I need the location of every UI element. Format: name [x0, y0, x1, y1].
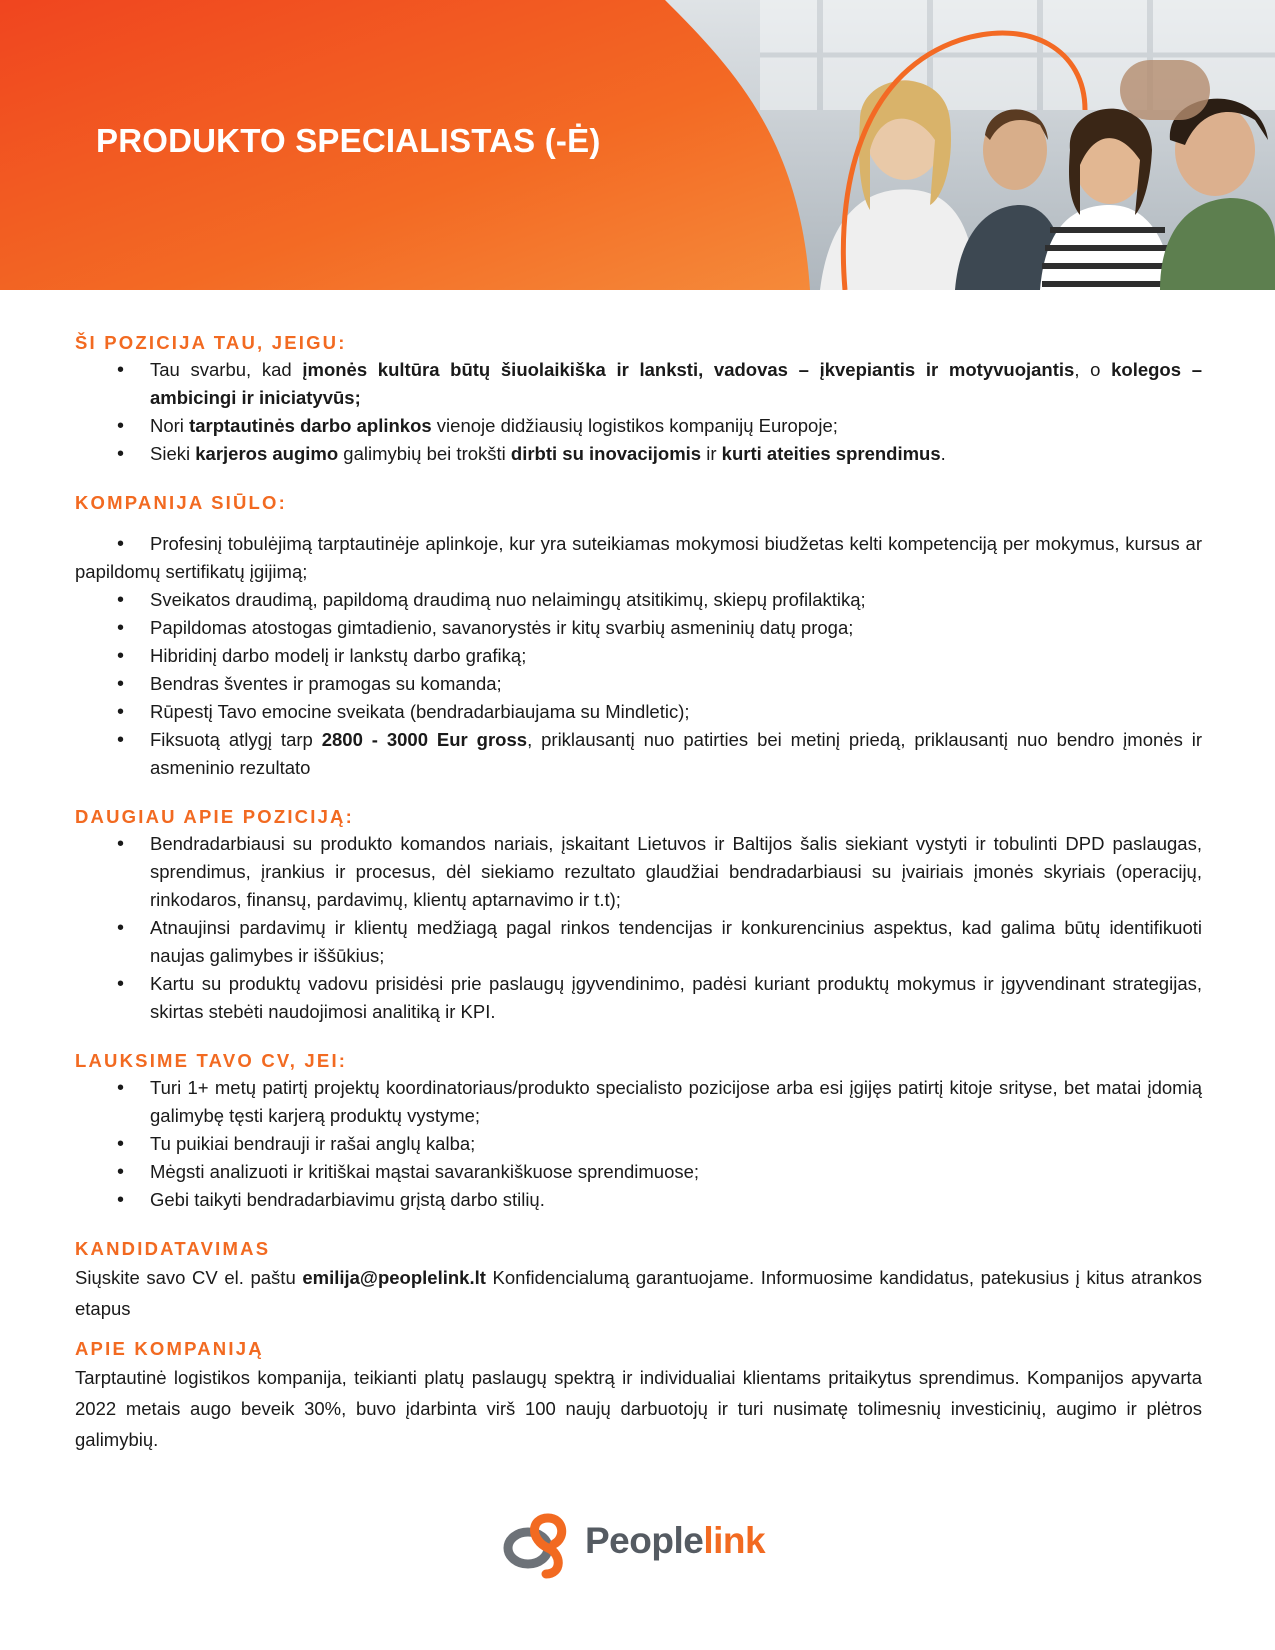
main-content	[75, 330, 1202, 1455]
about-company-text: Tarptautinė logistikos kompanija, teikianti platų paslaugų spektrą ir individualiai klientams pritaikytus sprendimus. Kompanijos apyvarta 2022 metais augo beveik 30%, buvo įdarbinta virš 100 naujų darbuotojų ir turi nusimatę tolimesnių investicinių, augimo ir plėtros galimybių.	[75, 1367, 1202, 1450]
list-item: • Fiksuotą atlygį tarp 2800 - 3000 Eur gross, priklausantį nuo patirties bei metinį priedą, priklausantį nuo bendro įmonės ir asmeninio rezultato	[75, 726, 1202, 782]
section-company-offers	[75, 490, 1202, 782]
bullet-list	[75, 356, 1202, 468]
section-heading: KOMPANIJA SIŪLO:	[75, 492, 287, 513]
bullet-list	[75, 1074, 1202, 1214]
list-item: • Sveikatos draudimą, papildomą draudimą nuo nelaimingų atsitikimų, skiepų profilaktiką;	[75, 586, 1202, 614]
section-heading: LAUKSIME TAVO CV, JEI:	[75, 1050, 348, 1071]
list-item: • Tau svarbu, kad įmonės kultūra būtų šiuolaikiška ir lanksti, vadovas – įkvepiantis ir motyvuojantis, o kolegos – ambicingi ir iniciatyvūs;	[75, 356, 1202, 412]
section-requirements	[75, 1048, 1202, 1214]
section-application	[75, 1236, 1202, 1324]
list-item: • Nori tarptautinės darbo aplinkos vienoje didžiausių logistikos kompanijų Europoje;	[75, 412, 1202, 440]
hero-banner	[0, 0, 1275, 290]
list-item: • Sieki karjeros augimo galimybių bei trokšti dirbti su inovacijomis ir kurti ateities sprendimus.	[75, 440, 1202, 468]
list-item: • Profesinį tobulėjimą tarptautinėje aplinkoje, kur yra suteikiamas mokymosi biudžetas kelti kompetenciją per mokymus, kursus ar papildomų sertifikatų įgijimą;	[75, 530, 1202, 586]
section-heading: KANDIDATAVIMAS	[75, 1238, 271, 1259]
section-heading: DAUGIAU APIE POZICIJĄ:	[75, 806, 354, 827]
logo-wordmark: Peoplelink	[585, 1520, 766, 1561]
bullet-list	[75, 830, 1202, 1026]
list-item: • Bendras šventes ir pramogas su komanda;	[75, 670, 1202, 698]
list-item: • Rūpestį Tavo emocine sveikata (bendradarbiaujama su Mindletic);	[75, 698, 1202, 726]
list-item: • Tu puikiai bendrauji ir rašai anglų kalba;	[75, 1130, 1202, 1158]
list-item: • Gebi taikyti bendradarbiavimu grįstą darbo stilių.	[75, 1186, 1202, 1214]
contact-email[interactable]: emilija@peoplelink.lt	[302, 1267, 486, 1288]
peoplelink-logo	[500, 1510, 790, 1580]
section-heading: ŠI POZICIJA TAU, JEIGU:	[75, 332, 347, 353]
section-heading: APIE KOMPANIJĄ	[75, 1338, 264, 1359]
application-text: Siųskite savo CV el. paštu emilija@peoplelink.lt Konfidencialumą garantuojame. Informuosime kandidatus, patekusius į kitus atrankos etapus	[75, 1267, 1202, 1319]
section-this-position	[75, 330, 1202, 468]
list-item: • Papildomas atostogas gimtadienio, savanorystės ir kitų svarbių asmeninių datų proga;	[75, 614, 1202, 642]
section-more-about-position	[75, 804, 1202, 1026]
list-item: • Atnaujinsi pardavimų ir klientų medžiagą pagal rinkos tendencijas ir konkurencinius aspektus, kad galima būtų identifikuoti naujas galimybes ir iššūkius;	[75, 914, 1202, 970]
list-item: • Hibridinį darbo modelį ir lankstų darbo grafiką;	[75, 642, 1202, 670]
section-about-company	[75, 1336, 1202, 1455]
list-item: • Turi 1+ metų patirtį projektų koordinatoriaus/produkto specialisto pozicijose arba esi įgijęs patirtį kitoje srityse, bet matai įdomią galimybę tęsti karjerą produktų vystyme;	[75, 1074, 1202, 1130]
page-title: PRODUKTO SPECIALISTAS (-Ė)	[96, 122, 601, 159]
list-item: • Mėgsti analizuoti ir kritiškai mąstai savarankiškuose sprendimuose;	[75, 1158, 1202, 1186]
peoplelink-mark-icon	[500, 1510, 580, 1580]
bullet-list	[75, 530, 1202, 782]
list-item: • Kartu su produktų vadovu prisidėsi prie paslaugų įgyvendinimo, padėsi kuriant produktų mokymus ir įgyvendinant strategijas, skirtas stebėti naudojimosi analitiką ir KPI.	[75, 970, 1202, 1026]
list-item: • Bendradarbiausi su produkto komandos nariais, įskaitant Lietuvos ir Baltijos šalis siekiant vystyti ir tobulinti DPD paslaugas, sprendimus, įrankius ir procesus, dėl siekiamo rezultato glaudžiai bendradarbiausi su įvairiais įmonės skyriais (operacijų, rinkodaros, finansų, pardavimų, klientų aptarnavimo ir t.t);	[75, 830, 1202, 914]
